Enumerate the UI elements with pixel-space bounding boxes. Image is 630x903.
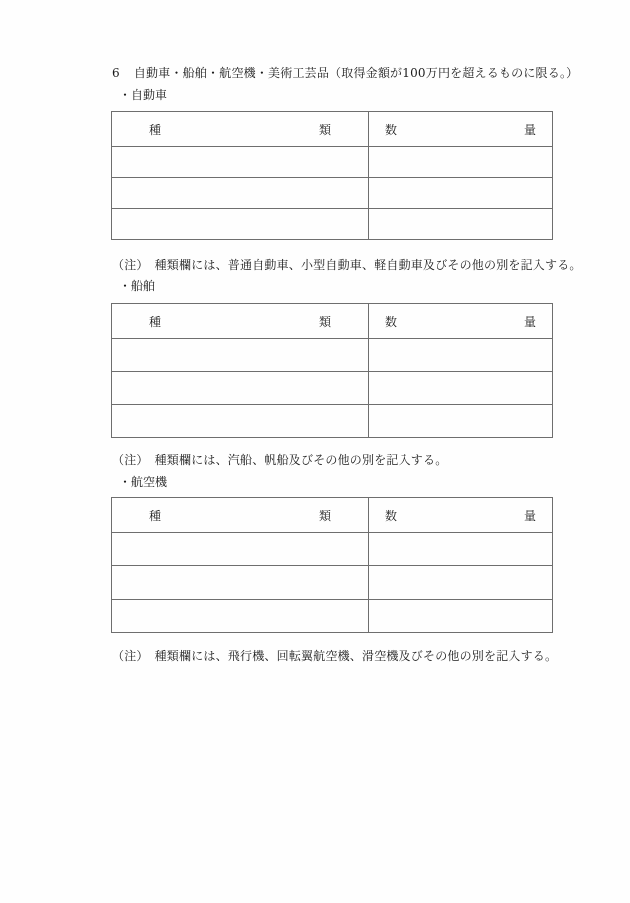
table-row [112,208,552,239]
type-cell-empty [112,566,369,598]
quantity-header-char-right: 量 [523,508,536,523]
quantity-cell-empty [369,178,552,208]
type-cell-empty [112,372,369,404]
table-header-row [112,498,552,532]
note-ship [112,451,447,468]
note-prefix: （注） [112,258,149,272]
type-cell-empty [112,600,369,632]
type-cell-empty [112,178,369,208]
quantity-cell-empty [369,600,552,632]
type-header-char-left: 種 [149,508,162,523]
table-row [112,146,552,177]
table-aircraft [111,497,553,633]
type-header-cell [112,112,369,146]
type-cell-empty [112,339,369,371]
table-row [112,371,552,404]
type-header-cell [112,498,369,532]
type-cell-empty [112,405,369,437]
quantity-cell-empty [369,209,552,239]
table-automobile [111,111,553,240]
table-row [112,338,552,371]
note-prefix: （注） [112,649,149,663]
table-row [112,404,552,437]
type-cell-empty [112,147,369,177]
type-header-char-right: 類 [318,508,331,523]
quantity-header-char-right: 量 [523,122,536,137]
table-ship [111,303,553,438]
quantity-header-char-left: 数 [385,508,398,523]
type-cell-empty [112,533,369,565]
quantity-header-cell [369,498,552,532]
note-automobile [112,256,582,273]
quantity-cell-empty [369,566,552,598]
quantity-header-cell [369,112,552,146]
subsection-label-ship: ・船舶 [119,279,156,293]
type-header-char-left: 種 [149,122,162,137]
quantity-cell-empty [369,372,552,404]
type-header-char-right: 類 [318,314,331,329]
note-prefix: （注） [112,453,149,467]
quantity-header-char-left: 数 [385,122,398,137]
note-text: 種類欄には、飛行機、回転翼航空機、滑空機及びその他の別を記入する。 [154,649,558,663]
quantity-header-char-left: 数 [385,314,398,329]
quantity-cell-empty [369,533,552,565]
type-header-char-right: 類 [318,122,331,137]
table-row [112,532,552,565]
note-text: 種類欄には、普通自動車、小型自動車、軽自動車及びその他の別を記入する。 [154,258,582,272]
quantity-header-cell [369,304,552,338]
subsection-label-automobile: ・自動車 [119,88,168,102]
note-aircraft [112,647,557,664]
section-title: 自動車・船舶・航空機・美術工芸品（取得金額が100万円を超えるものに限る。） [133,66,579,80]
table-header-row [112,112,552,146]
table-row [112,565,552,598]
table-row [112,599,552,632]
type-header-char-left: 種 [149,314,162,329]
section-heading [112,64,578,81]
quantity-header-char-right: 量 [523,314,536,329]
table-header-row [112,304,552,338]
type-cell-empty [112,209,369,239]
subsection-label-aircraft: ・航空機 [119,475,168,489]
type-header-cell [112,304,369,338]
table-row [112,177,552,208]
quantity-cell-empty [369,339,552,371]
section-number: 6 [112,66,120,80]
note-text: 種類欄には、汽船、帆船及びその他の別を記入する。 [154,453,448,467]
quantity-cell-empty [369,405,552,437]
quantity-cell-empty [369,147,552,177]
